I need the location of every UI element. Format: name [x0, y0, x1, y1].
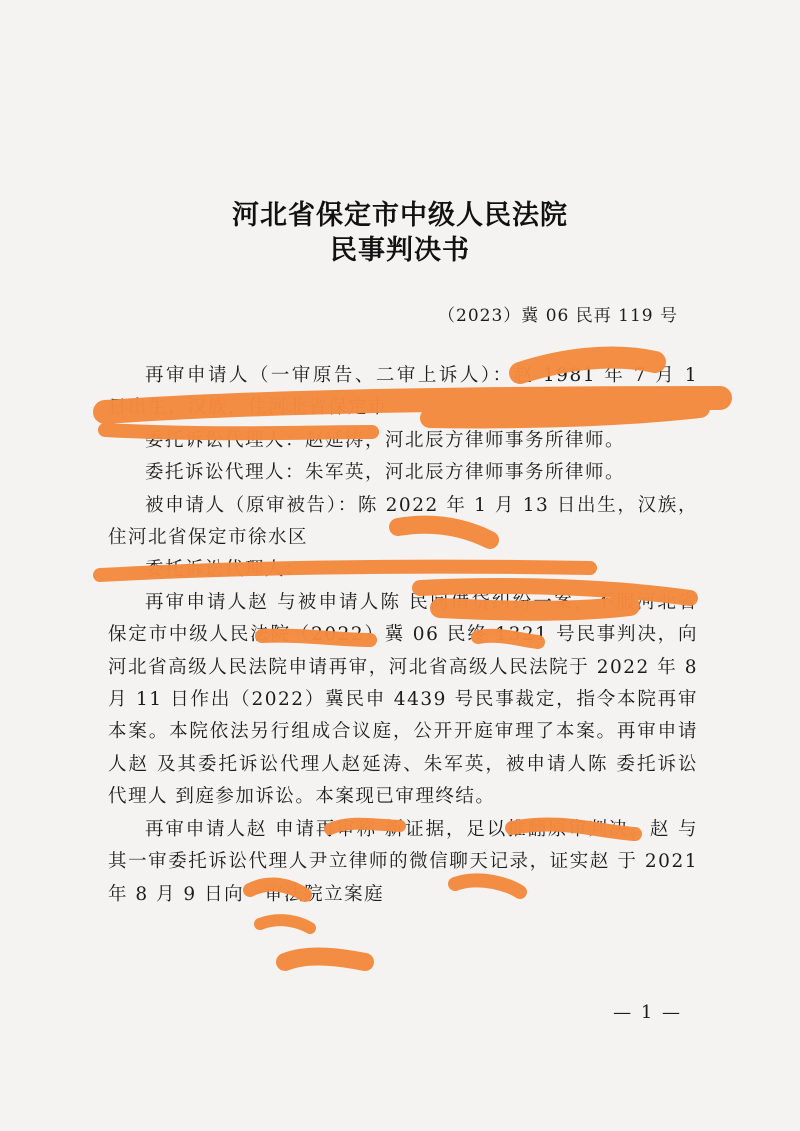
- paragraph-case-history: 再审申请人赵 与被申请人陈 民间借贷纠纷一案，不服河北省保定市中级人民法院（2022）冀 06 民终 1321 号民事判决，向河北省高级人民法院申请再审，河北省高级人民法院于 2022 年 8 月 11 日作出（2022）冀民申 4439 号民事裁定，指令本院再审本案。本院依法另行组成合议庭，公开开庭审理了本案。再审申请人赵 及其委托诉讼代理人赵延涛、朱军英，被申请人陈 委托诉讼代理人 到庭参加诉讼。本案现已审理终结。: [108, 591, 698, 808]
- page-number: — 1 —: [613, 1002, 682, 1023]
- paragraph-claims: 再审申请人赵 申请再审称 新证据，足以推翻原审判决。赵 与其一审委托诉讼代理人尹立律师的微信聊天记录，证实赵 于 2021 年 8 月 9 日向一审法院立案庭: [108, 818, 698, 905]
- redaction-mark: [285, 957, 365, 962]
- court-name-heading: 河北省保定市中级人民法院: [232, 200, 568, 231]
- paragraph-respondent: 被申请人（原审被告）：陈 2022 年 1 月 13 日出生，汉族，住河北省保定市徐水区: [108, 494, 698, 549]
- redaction-mark: [260, 920, 310, 928]
- judgment-body: [108, 360, 698, 911]
- paragraph-respondent-agent: 委托诉讼代理人：: [145, 559, 306, 581]
- paragraph-agent-2: 委托诉讼代理人：朱军英，河北辰方律师事务所律师。: [145, 462, 626, 484]
- paragraph-applicant: 再审申请人（一审原告、二审上诉人）：赵 1981 年 7 月 1 日出生，汉族，住河北省保定市: [108, 365, 698, 419]
- document-type-heading: 民事判决书: [330, 235, 470, 266]
- case-number: （2023）冀 06 民再 119 号: [438, 306, 678, 326]
- paragraph-agent-1: 委托诉讼代理人：赵延涛，河北辰方律师事务所律师。: [145, 429, 626, 451]
